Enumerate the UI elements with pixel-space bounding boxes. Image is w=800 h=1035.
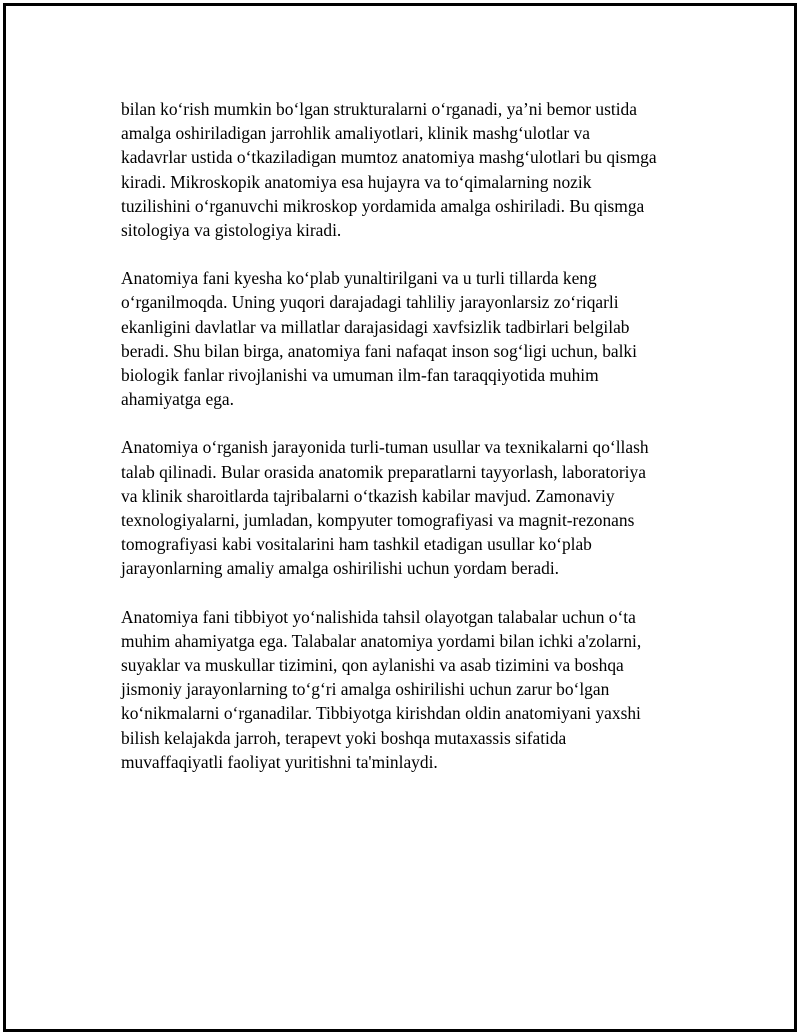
text-line: biologik fanlar rivojlanishi va umuman ilm-fan taraqqiyotida muhim bbox=[121, 365, 599, 386]
text-line: sitologiya va gistologiya kiradi. bbox=[121, 220, 342, 241]
text-line: tuzilishini o‘rganuvchi mikroskop yordamida amalga oshiriladi. Bu qismga bbox=[121, 195, 645, 216]
paragraph-1 bbox=[121, 97, 701, 242]
text-line: bilan ko‘rish mumkin bo‘lgan strukturalarni o‘rganadi, ya’ni bemor ustida bbox=[121, 99, 637, 119]
text-line: suyaklar va muskullar tizimini, qon aylanishi va asab tizimini va boshqa bbox=[121, 655, 624, 676]
text-line: kadavrlar ustida o‘tkaziladigan mumtoz anatomiya mashg‘ulotlari bu qismga bbox=[121, 147, 657, 168]
text-line: va klinik sharoitlarda tajribalarni o‘tkazish kabilar mavjud. Zamonaviy bbox=[121, 485, 615, 506]
text-line: ekanligini davlatlar va millatlar darajasidagi xavfsizlik tadbirlari belgilab bbox=[121, 316, 630, 337]
text-line: ahamiyatga ega. bbox=[121, 389, 234, 410]
text-line: bilish kelajakda jarroh, terapevt yoki boshqa mutaxassis sifatida bbox=[121, 727, 567, 748]
text-line: jismoniy jarayonlarning to‘g‘ri amalga oshirilishi uchun zarur bo‘lgan bbox=[121, 679, 610, 700]
text-line: kiradi. Mikroskopik anatomiya esa hujayra va to‘qimalarning nozik bbox=[121, 171, 592, 192]
text-line: jarayonlarning amaliy amalga oshirilishi uchun yordam beradi. bbox=[121, 558, 560, 579]
text-line: talab qilinadi. Bular orasida anatomik preparatlarni tayyorlash, laboratoriya bbox=[121, 461, 646, 482]
text-line: muvaffaqiyatli faoliyat yuritishni ta'minlaydi. bbox=[121, 751, 438, 772]
text-line: o‘rganilmoqda. Uning yuqori darajadagi tahliliy jarayonlarsiz zo‘riqarli bbox=[121, 292, 619, 313]
paragraph-4 bbox=[121, 605, 701, 774]
text-line: texnologiyalarni, jumladan, kompyuter tomografiyasi va magnit-rezonans bbox=[121, 510, 635, 531]
document-body bbox=[121, 97, 701, 798]
text-line: beradi. Shu bilan birga, anatomiya fani nafaqat inson sog‘ligi uchun, balki bbox=[121, 340, 637, 361]
paragraph-3 bbox=[121, 435, 701, 580]
text-line: muhim ahamiyatga ega. Talabalar anatomiya yordami bilan ichki a'zolarni, bbox=[121, 630, 642, 651]
document-page bbox=[3, 3, 797, 1032]
text-line: ko‘nikmalarni o‘rganadilar. Tibbiyotga kirishdan oldin anatomiyani yaxshi bbox=[121, 703, 641, 724]
text-line: Anatomiya o‘rganish jarayonida turli-tuman usullar va texnikalarni qo‘llash bbox=[121, 437, 649, 458]
text-line: Anatomiya fani kyesha ko‘plab yunaltirilgani va u turli tillarda keng bbox=[121, 268, 597, 289]
text-line: Anatomiya fani tibbiyot yo‘nalishida tahsil olayotgan talabalar uchun o‘ta bbox=[121, 606, 636, 627]
paragraph-2 bbox=[121, 266, 701, 411]
text-line: amalga oshiriladigan jarrohlik amaliyotlari, klinik mashg‘ulotlar va bbox=[121, 123, 590, 144]
text-line: tomografiyasi kabi vositalarini ham tashkil etadigan usullar ko‘plab bbox=[121, 534, 592, 555]
